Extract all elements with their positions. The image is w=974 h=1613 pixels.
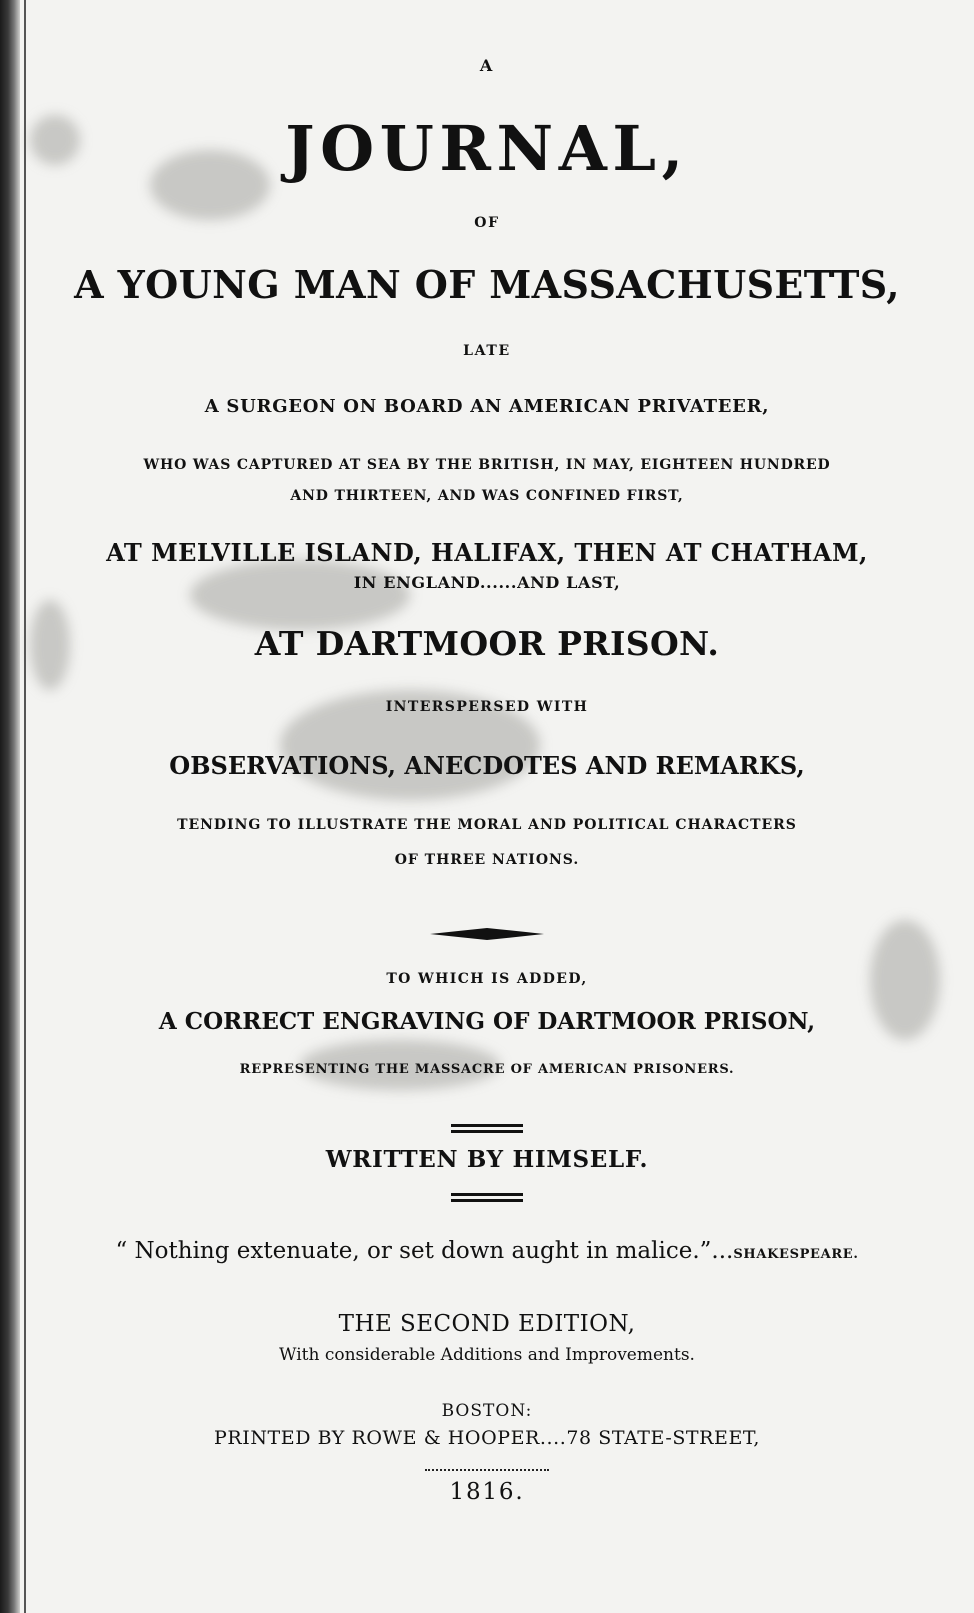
stain [190, 560, 410, 630]
title-role: A SURGEON ON BOARD AN AMERICAN PRIVATEER, [204, 396, 770, 417]
title-subject: A YOUNG MAN OF MASSACHUSETTS, [74, 262, 900, 307]
title-main: JOURNAL, [285, 112, 689, 185]
title-prison: AT DARTMOOR PRISON. [254, 624, 720, 663]
title-representing: REPRESENTING THE MASSACRE OF AMERICAN PRISONERS. [239, 1062, 735, 1077]
imprint-city: BOSTON: [441, 1401, 533, 1421]
epigraph-source: SHAKESPEARE. [733, 1247, 859, 1262]
title-captured-line-1: WHO WAS CAPTURED AT SEA BY THE BRITISH, IN MAY, EIGHTEEN HUNDRED [143, 457, 831, 473]
title-places-line-1: AT MELVILLE ISLAND, HALIFAX, THEN AT CHATHAM, [106, 538, 868, 567]
book-spine-edge [0, 0, 20, 1613]
double-rule-bottom [451, 1193, 523, 1202]
title-of: OF [474, 215, 500, 231]
epigraph-quote: “ Nothing extenuate, or set down aught in malice.”... [115, 1238, 734, 1264]
title-tending-line-1: TENDING TO ILLUSTRATE THE MORAL AND POLITICAL CHARACTERS [177, 817, 797, 833]
dotted-rule [425, 1469, 549, 1471]
title-author: WRITTEN BY HIMSELF. [325, 1146, 649, 1173]
title-article: A [479, 56, 495, 75]
epigraph [0, 1240, 974, 1263]
title-interspersed: INTERSPERSED WITH [385, 699, 589, 715]
edition-additions: With considerable Additions and Improvements. [279, 1345, 695, 1365]
title-engraving: A CORRECT ENGRAVING OF DARTMOOR PRISON, [158, 1008, 816, 1035]
title-observations: OBSERVATIONS, ANECDOTES AND REMARKS, [169, 751, 805, 780]
title-places-line-2: IN ENGLAND......AND LAST, [353, 573, 621, 592]
edition: THE SECOND EDITION, [338, 1311, 636, 1337]
title-tending-line-2: OF THREE NATIONS. [394, 852, 580, 868]
double-rule-top [451, 1124, 523, 1133]
title-captured-line-2: AND THIRTEEN, AND WAS CONFINED FIRST, [290, 488, 684, 504]
ornamental-rule [430, 928, 544, 940]
gutter-line [24, 0, 26, 1613]
imprint-printer: PRINTED BY ROWE & HOOPER....78 STATE-STREET, [214, 1427, 760, 1449]
title-added: TO WHICH IS ADDED, [386, 971, 588, 987]
imprint-year: 1816. [449, 1479, 525, 1505]
title-late: LATE [463, 343, 511, 359]
